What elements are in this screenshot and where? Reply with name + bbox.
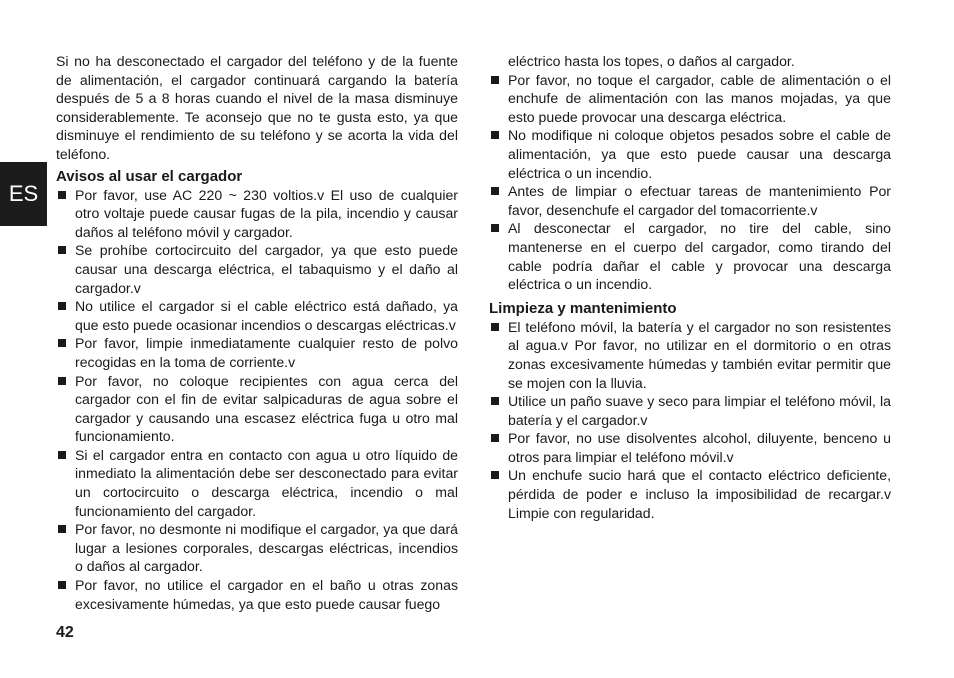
square-bullet-icon: [491, 224, 499, 232]
square-bullet-icon: [491, 187, 499, 195]
square-bullet-icon: [58, 191, 66, 199]
list-item-continuation: eléctrico hasta los topes, o daños al cargador.: [508, 53, 795, 69]
list-item-text: Si el cargador entra en contacto con agua u otro líquido de inmediato la alimentación debe ser desconectado para evitar un cortocircuito o descarga eléctrica, incendio o mal funcionamiento del cargador.: [75, 446, 458, 519]
list-item: [56, 520, 458, 576]
list-item: [56, 576, 458, 613]
square-bullet-icon: [491, 76, 499, 84]
page-number: 42: [56, 624, 74, 641]
list-item: [56, 297, 458, 334]
intro-paragraph: Si no ha desconectado el cargador del teléfono y de la fuente de alimentación, el cargador continuará cargando la batería después de 5 a 8 horas cuando el nivel de la masa disminuye considerablemente. Te aconsejo que no te gusta esto, ya que disminuye el rendimiento de su teléfono y se acorta la vida del teléfono.: [56, 53, 458, 162]
square-bullet-icon: [58, 451, 66, 459]
list-item: [56, 446, 458, 520]
list-item-text: No utilice el cargador si el cable eléctrico está dañado, ya que esto puede ocasionar incendios o descargas eléctricas.v: [75, 298, 458, 333]
square-bullet-icon: [491, 397, 499, 405]
list-item: [489, 182, 891, 219]
list-item: [56, 186, 458, 242]
square-bullet-icon: [58, 339, 66, 347]
square-bullet-icon: [491, 434, 499, 442]
square-bullet-icon: [491, 323, 499, 331]
list-item-text: No modifique ni coloque objetos pesados sobre el cable de alimentación, ya que esto puede causar una descarga eléctrica o un incendio.: [508, 127, 891, 181]
list-item: [489, 429, 891, 466]
list-item-text: Por favor, limpie inmediatamente cualquier resto de polvo recogidas en la toma de corriente.v: [75, 335, 458, 370]
language-tab: ES: [0, 162, 47, 226]
left-column: [56, 52, 458, 613]
list-item: [489, 126, 891, 182]
list-item: [489, 71, 891, 127]
list-item-text: Al desconectar el cargador, no tire del cable, sino mantenerse en el cuerpo del cargador, como tirando del cable podría dañar el cable y provocar una descarga eléctrica o un incendio.: [508, 220, 891, 293]
list-item-text: Antes de limpiar o efectuar tareas de mantenimiento Por favor, desenchufe el cargador del tomacorriente.v: [508, 183, 891, 218]
right-column: [489, 52, 891, 522]
list-item-text: Por favor, no utilice el cargador en el baño u otras zonas excesivamente húmedas, ya que esto puede causar fuego: [75, 577, 458, 612]
list-item-text: El teléfono móvil, la batería y el cargador no son resistentes al agua.v Por favor, no utilizar en el dormitorio o en otras zonas excesivamente húmedas y también evitar permitir que se mojen con la lluvia.: [508, 318, 891, 391]
list-item: [489, 392, 891, 429]
list-item-text: Por favor, no coloque recipientes con agua cerca del cargador con el fin de evitar salpicaduras de agua sobre el cargador y causando una escasez eléctrica fuga u otro mal funcionamiento.: [75, 372, 458, 445]
list-item: [489, 219, 891, 293]
cleaning-maintenance-list: [489, 318, 891, 523]
list-item: [56, 334, 458, 371]
square-bullet-icon: [58, 581, 66, 589]
square-bullet-icon: [491, 131, 499, 139]
list-item-text: Por favor, use AC 220 ~ 230 voltios.v El uso de cualquier otro voltaje puede causar fugas de la pila, incendio y causar daños al teléfono móvil y cargador.: [75, 186, 458, 240]
charger-warnings-list: [56, 186, 458, 614]
list-item-text: Por favor, no use disolventes alcohol, diluyente, benceno u otros para limpiar el teléfono móvil.v: [508, 430, 891, 465]
list-item: [489, 466, 891, 522]
list-item-text: Utilice un paño suave y seco para limpiar el teléfono móvil, la batería y el cargador.v: [508, 393, 891, 428]
list-item: [56, 241, 458, 297]
square-bullet-icon: [58, 302, 66, 310]
list-item: [489, 318, 891, 392]
section-heading-cleaning-maintenance: Limpieza y mantenimiento: [489, 299, 677, 317]
list-item-text: Por favor, no desmonte ni modifique el cargador, ya que dará lugar a lesiones corporales, descargas eléctricas, incendios o daños al cargador.: [75, 521, 458, 575]
square-bullet-icon: [491, 471, 499, 479]
list-item-text: Se prohíbe cortocircuito del cargador, ya que esto puede causar una descarga eléctrica, el tabaquismo y el daño al cargador.v: [75, 242, 458, 296]
list-item: [56, 372, 458, 446]
list-item-text: Por favor, no toque el cargador, cable de alimentación o el enchufe de alimentación con las manos mojadas, ya que esto puede provocar una descarga eléctrica.: [508, 71, 891, 125]
square-bullet-icon: [58, 246, 66, 254]
section-heading-charger-warnings: Avisos al usar el cargador: [56, 167, 243, 185]
charger-warnings-list-continued: [489, 71, 891, 294]
list-item-text: Un enchufe sucio hará que el contacto eléctrico deficiente, pérdida de poder e incluso la imposibilidad de recargar.v Limpie con regularidad.: [508, 467, 891, 521]
square-bullet-icon: [58, 525, 66, 533]
square-bullet-icon: [58, 377, 66, 385]
